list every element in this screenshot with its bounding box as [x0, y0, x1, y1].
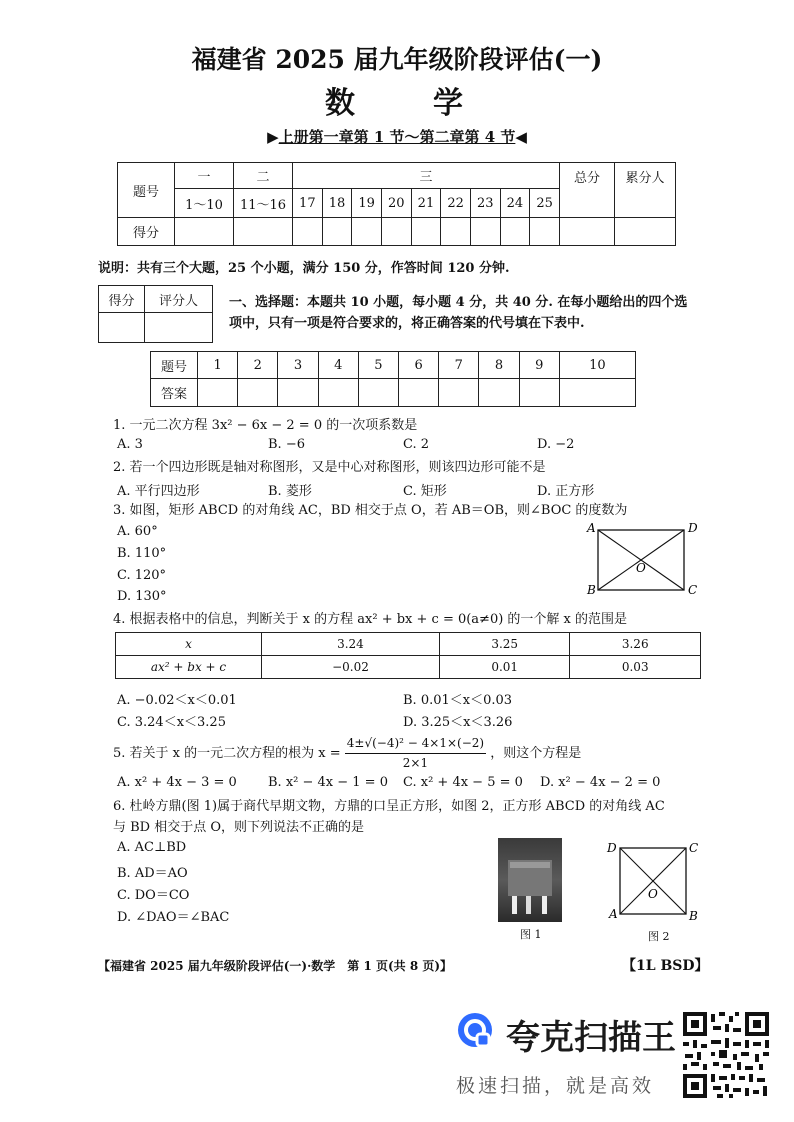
grader-label: 累分人	[615, 163, 676, 218]
score-cell[interactable]	[530, 218, 560, 246]
q4-option-b[interactable]: B. 0.01＜x＜0.03	[403, 693, 513, 708]
formula-numerator: 4±√(−4)² − 4×1×(−2)	[345, 734, 486, 754]
score-cell[interactable]	[175, 218, 234, 246]
score-cell[interactable]	[322, 218, 352, 246]
label-a: A	[609, 907, 618, 921]
section-1: 一	[175, 163, 234, 189]
answer-num: 8	[479, 352, 519, 379]
quark-logo-icon	[455, 1010, 495, 1050]
label-b: B	[587, 583, 596, 597]
q1-stem: 1. 一元二次方程 3x² − 6x − 2 = 0 的一次项系数是	[113, 418, 418, 433]
q4-table	[115, 632, 701, 679]
score-cell[interactable]	[411, 218, 441, 246]
instruction: 说明：共有三个大题，25 个小题，满分 150 分，作答时间 120 分钟.	[98, 261, 510, 276]
q5-option-b[interactable]: B. x² − 4x − 1 = 0	[268, 775, 388, 790]
answer-cell[interactable]	[358, 379, 398, 407]
grader-box-score-label: 得分	[99, 286, 145, 313]
label-d: D	[607, 841, 617, 855]
q6-stem-1: 6. 杜岭方鼎(图 1)属于商代早期文物，方鼎的口呈正方形，如图 2，正方形 ABCD 的对角线 AC	[113, 799, 665, 814]
q2-stem: 2. 若一个四边形既是轴对称图形，又是中心对称图形，则该四边形可能不是	[113, 460, 546, 475]
score-table-label-q: 题号	[118, 163, 175, 218]
answer-num: 2	[238, 352, 278, 379]
q3-option-b[interactable]: B. 110°	[117, 546, 167, 561]
score-cell[interactable]	[470, 218, 500, 246]
q-num: 23	[470, 189, 500, 218]
qr-code-icon	[681, 1010, 771, 1100]
q-num: 20	[381, 189, 411, 218]
q-num: 17	[293, 189, 323, 218]
q4-stem: 4. 根据表格中的信息，判断关于 x 的方程 ax² + bx + c = 0(a≠0) 的一个解 x 的范围是	[113, 612, 628, 627]
score-cell[interactable]	[441, 218, 471, 246]
q-num: 24	[500, 189, 530, 218]
answer-cell[interactable]	[439, 379, 479, 407]
arrow-right-icon: ▶	[267, 128, 279, 146]
score-cell[interactable]	[560, 218, 615, 246]
grader-box-grader[interactable]	[144, 313, 212, 343]
section-3: 三	[293, 163, 560, 189]
q4-cell: 3.25	[439, 633, 570, 656]
answer-num: 10	[559, 352, 635, 379]
score-cell[interactable]	[234, 218, 293, 246]
answer-table-label-q: 题号	[151, 352, 198, 379]
range-1: 1～10	[175, 189, 234, 218]
answer-cell[interactable]	[399, 379, 439, 407]
q-num: 25	[530, 189, 560, 218]
label-d: D	[688, 521, 698, 535]
score-cell[interactable]	[500, 218, 530, 246]
page-title: 福建省 2025 届九年级阶段评估(一)	[191, 45, 603, 74]
label-b: B	[689, 909, 698, 923]
answer-table-label-a: 答案	[151, 379, 198, 407]
q1-option-d[interactable]: D. −2	[537, 437, 575, 452]
q5-stem-post: ，则这个方程是	[490, 746, 582, 761]
formula-denominator: 2×1	[402, 756, 429, 770]
q4-cell: 3.26	[570, 633, 701, 656]
answer-cell[interactable]	[238, 379, 278, 407]
q6-stem-2: 与 BD 相交于点 O，则下列说法不正确的是	[113, 820, 365, 835]
q-num: 22	[441, 189, 471, 218]
label-c: C	[688, 583, 698, 597]
q5-stem	[113, 734, 713, 773]
scope-text: 上册第一章第 1 节～第二章第 4 节	[278, 128, 516, 146]
q3-option-a[interactable]: A. 60°	[117, 524, 158, 539]
q5-option-d[interactable]: D. x² − 4x − 2 = 0	[540, 775, 661, 790]
answer-num: 7	[439, 352, 479, 379]
scope-line	[230, 126, 564, 147]
footer-left: 【福建省 2025 届九年级阶段评估(一)·数学 第 1 页(共 8 页)】	[98, 959, 453, 973]
section1-heading: 一、选择题：本题共 10 小题，每小题 4 分，共 40 分. 在每小题给出的四个选项中，只有一项是符合要求的，将正确答案的代号填在下表中.	[229, 295, 688, 331]
fig1-caption: 图 1	[520, 928, 542, 941]
grader-box-grader-label: 评分人	[144, 286, 212, 313]
q5-stem-pre: 5. 若关于 x 的一元二次方程的根为 x =	[113, 746, 341, 761]
q3-option-d[interactable]: D. 130°	[117, 589, 167, 604]
label-c: C	[689, 841, 699, 855]
answer-table	[150, 351, 636, 407]
q4-cell: x	[116, 633, 262, 656]
q4-option-d[interactable]: D. 3.25＜x＜3.26	[403, 715, 513, 730]
answer-num: 1	[198, 352, 238, 379]
total-label: 总分	[560, 163, 615, 218]
q5-option-c[interactable]: C. x² + 4x − 5 = 0	[403, 775, 523, 790]
q-num: 21	[411, 189, 441, 218]
q4-option-c[interactable]: C. 3.24＜x＜3.25	[117, 715, 226, 730]
root-formula	[345, 734, 486, 773]
scanner-brand: 夸克扫描王	[506, 1018, 676, 1058]
q1-option-a[interactable]: A. 3	[117, 437, 143, 452]
ding-photo	[498, 838, 562, 922]
q4-cell: 0.01	[439, 656, 570, 679]
answer-cell[interactable]	[559, 379, 635, 407]
answer-num: 3	[278, 352, 318, 379]
section-2: 二	[234, 163, 293, 189]
arrow-left-icon: ◀	[515, 128, 527, 146]
answer-cell[interactable]	[198, 379, 238, 407]
q5-option-a[interactable]: A. x² + 4x − 3 = 0	[117, 775, 237, 790]
label-a: A	[587, 521, 596, 535]
q2-option-d[interactable]: D. 正方形	[537, 484, 595, 499]
q4-cell: 0.03	[570, 656, 701, 679]
fig2-caption: 图 2	[648, 930, 670, 943]
footer-right: 【1L BSD】	[622, 958, 709, 974]
score-cell[interactable]	[352, 218, 382, 246]
answer-cell[interactable]	[318, 379, 358, 407]
q-num: 18	[322, 189, 352, 218]
q-num: 19	[352, 189, 382, 218]
rectangle-figure	[584, 518, 704, 598]
q1-option-c[interactable]: C. 2	[403, 437, 430, 452]
q6-option-b[interactable]: B. AD＝AO	[117, 866, 188, 881]
q2-option-b[interactable]: B. 菱形	[268, 484, 312, 499]
q4-cell: −0.02	[262, 656, 440, 679]
score-cell[interactable]	[615, 218, 676, 246]
q3-stem: 3. 如图，矩形 ABCD 的对角线 AC，BD 相交于点 O，若 AB＝OB，则∠BOC 的度数为	[113, 503, 628, 518]
q6-option-c[interactable]: C. DO＝CO	[117, 888, 190, 903]
q4-cell: ax² + bx + c	[116, 656, 262, 679]
q2-option-c[interactable]: C. 矩形	[403, 484, 447, 499]
q1-option-b[interactable]: B. −6	[268, 437, 305, 452]
q6-option-a[interactable]: A. AC⊥BD	[117, 840, 187, 855]
score-table	[117, 162, 676, 246]
answer-num: 9	[519, 352, 559, 379]
range-2: 11～16	[234, 189, 293, 218]
answer-num: 6	[399, 352, 439, 379]
scanner-slogan: 极速扫描，就是高效	[456, 1075, 655, 1097]
q4-option-a[interactable]: A. −0.02＜x＜0.01	[117, 693, 237, 708]
answer-num: 5	[358, 352, 398, 379]
q6-option-d[interactable]: D. ∠DAO＝∠BAC	[117, 910, 230, 925]
answer-cell[interactable]	[519, 379, 559, 407]
q3-option-c[interactable]: C. 120°	[117, 568, 167, 583]
label-o: O	[636, 561, 646, 575]
q4-cell: 3.24	[262, 633, 440, 656]
score-cell[interactable]	[293, 218, 323, 246]
answer-cell[interactable]	[278, 379, 318, 407]
score-table-label-score: 得分	[118, 218, 175, 246]
square-figure	[604, 840, 700, 924]
grader-box-score[interactable]	[99, 313, 145, 343]
q2-option-a[interactable]: A. 平行四边形	[117, 484, 200, 499]
answer-num: 4	[318, 352, 358, 379]
subject-title: 数 学	[325, 86, 469, 121]
grader-box	[98, 285, 213, 343]
label-o: O	[648, 887, 658, 901]
answer-cell[interactable]	[479, 379, 519, 407]
score-cell[interactable]	[381, 218, 411, 246]
